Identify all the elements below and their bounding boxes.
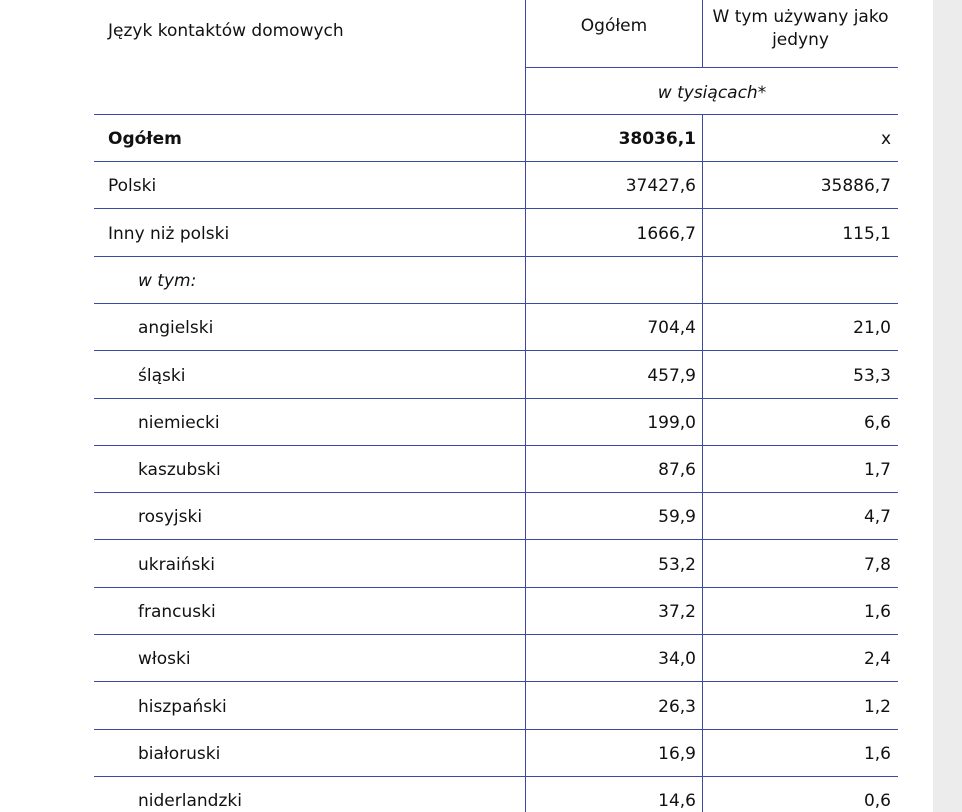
column-divider	[702, 162, 703, 210]
header-unit: w tysiącach*	[657, 83, 767, 103]
row-label: włoski	[138, 649, 191, 669]
row-label: Inny niż polski	[108, 224, 230, 244]
row-total-value: 704,4	[647, 318, 696, 338]
row-only-value: 1,6	[863, 602, 891, 622]
column-divider	[702, 541, 703, 589]
row-rule	[94, 350, 898, 351]
row-only-value: 53,3	[853, 366, 891, 386]
row-label: Ogółem	[108, 129, 182, 149]
row-only-value: 1,7	[863, 460, 891, 480]
row-label: niemiecki	[138, 413, 220, 433]
row-rule	[94, 634, 898, 635]
row-rule	[94, 539, 898, 540]
column-divider	[702, 352, 703, 400]
row-total-value: 38036,1	[618, 129, 696, 149]
row-only-value: 1,6	[863, 744, 891, 764]
header-total: Ogółem	[580, 16, 648, 36]
row-label: hiszpański	[138, 697, 227, 717]
row-rule	[94, 303, 898, 304]
row-total-value: 457,9	[647, 366, 696, 386]
row-total-value: 37,2	[658, 602, 696, 622]
row-only-value: 21,0	[853, 318, 891, 338]
row-label: kaszubski	[138, 460, 221, 480]
row-rule	[94, 587, 898, 588]
row-label: ukraiński	[138, 555, 215, 575]
row-only-value: 1,2	[863, 697, 891, 717]
column-divider	[702, 683, 703, 731]
row-total-value: 37427,6	[625, 176, 696, 196]
row-rule	[94, 445, 898, 446]
column-divider	[702, 210, 703, 258]
column-divider	[702, 777, 703, 812]
header-divider-mid	[702, 0, 703, 67]
row-total-value: 53,2	[658, 555, 696, 575]
row-only-value: 6,6	[863, 413, 891, 433]
row-only-value: 7,8	[863, 555, 891, 575]
row-label: rosyjski	[138, 507, 203, 527]
row-rule	[94, 398, 898, 399]
row-total-value: 59,9	[658, 507, 696, 527]
row-total-value: 26,3	[658, 697, 696, 717]
row-label: Polski	[108, 176, 157, 196]
row-rule	[94, 729, 898, 730]
row-total-value: 34,0	[658, 649, 696, 669]
row-only-value: 2,4	[863, 649, 891, 669]
column-divider	[702, 730, 703, 778]
row-rule	[94, 492, 898, 493]
header-only	[703, 6, 898, 52]
row-total-value: 1666,7	[636, 224, 696, 244]
row-rule	[94, 776, 898, 777]
header-only-text: W tym używany jako jedyny	[712, 7, 889, 50]
row-label: białoruski	[138, 744, 221, 764]
row-label: niderlandzki	[138, 791, 242, 811]
column-divider	[702, 588, 703, 636]
row-label: francuski	[138, 602, 216, 622]
row-rule	[94, 256, 898, 257]
row-label: śląski	[138, 366, 186, 386]
row-rule	[94, 208, 898, 209]
row-only-value: 35886,7	[820, 176, 891, 196]
column-divider	[702, 493, 703, 541]
row-total-value: 14,6	[658, 791, 696, 811]
row-only-value: 4,7	[863, 507, 891, 527]
row-rule	[94, 681, 898, 682]
column-divider	[702, 399, 703, 447]
header-rule-top	[526, 67, 898, 68]
row-only-value: 115,1	[842, 224, 891, 244]
column-divider	[702, 304, 703, 352]
row-total-value: 16,9	[658, 744, 696, 764]
column-divider	[702, 115, 703, 163]
column-divider	[702, 446, 703, 494]
row-label: w tym:	[138, 271, 197, 291]
column-divider	[702, 635, 703, 683]
header-divider-left	[525, 0, 526, 812]
row-rule	[94, 161, 898, 162]
row-label: angielski	[138, 318, 214, 338]
row-total-value: 87,6	[658, 460, 696, 480]
column-divider	[702, 257, 703, 305]
header-rule-bottom	[94, 114, 898, 115]
row-only-value: 0,6	[863, 791, 891, 811]
row-only-value: x	[880, 129, 891, 149]
header-language: Język kontaktów domowych	[108, 21, 344, 41]
row-total-value: 199,0	[647, 413, 696, 433]
